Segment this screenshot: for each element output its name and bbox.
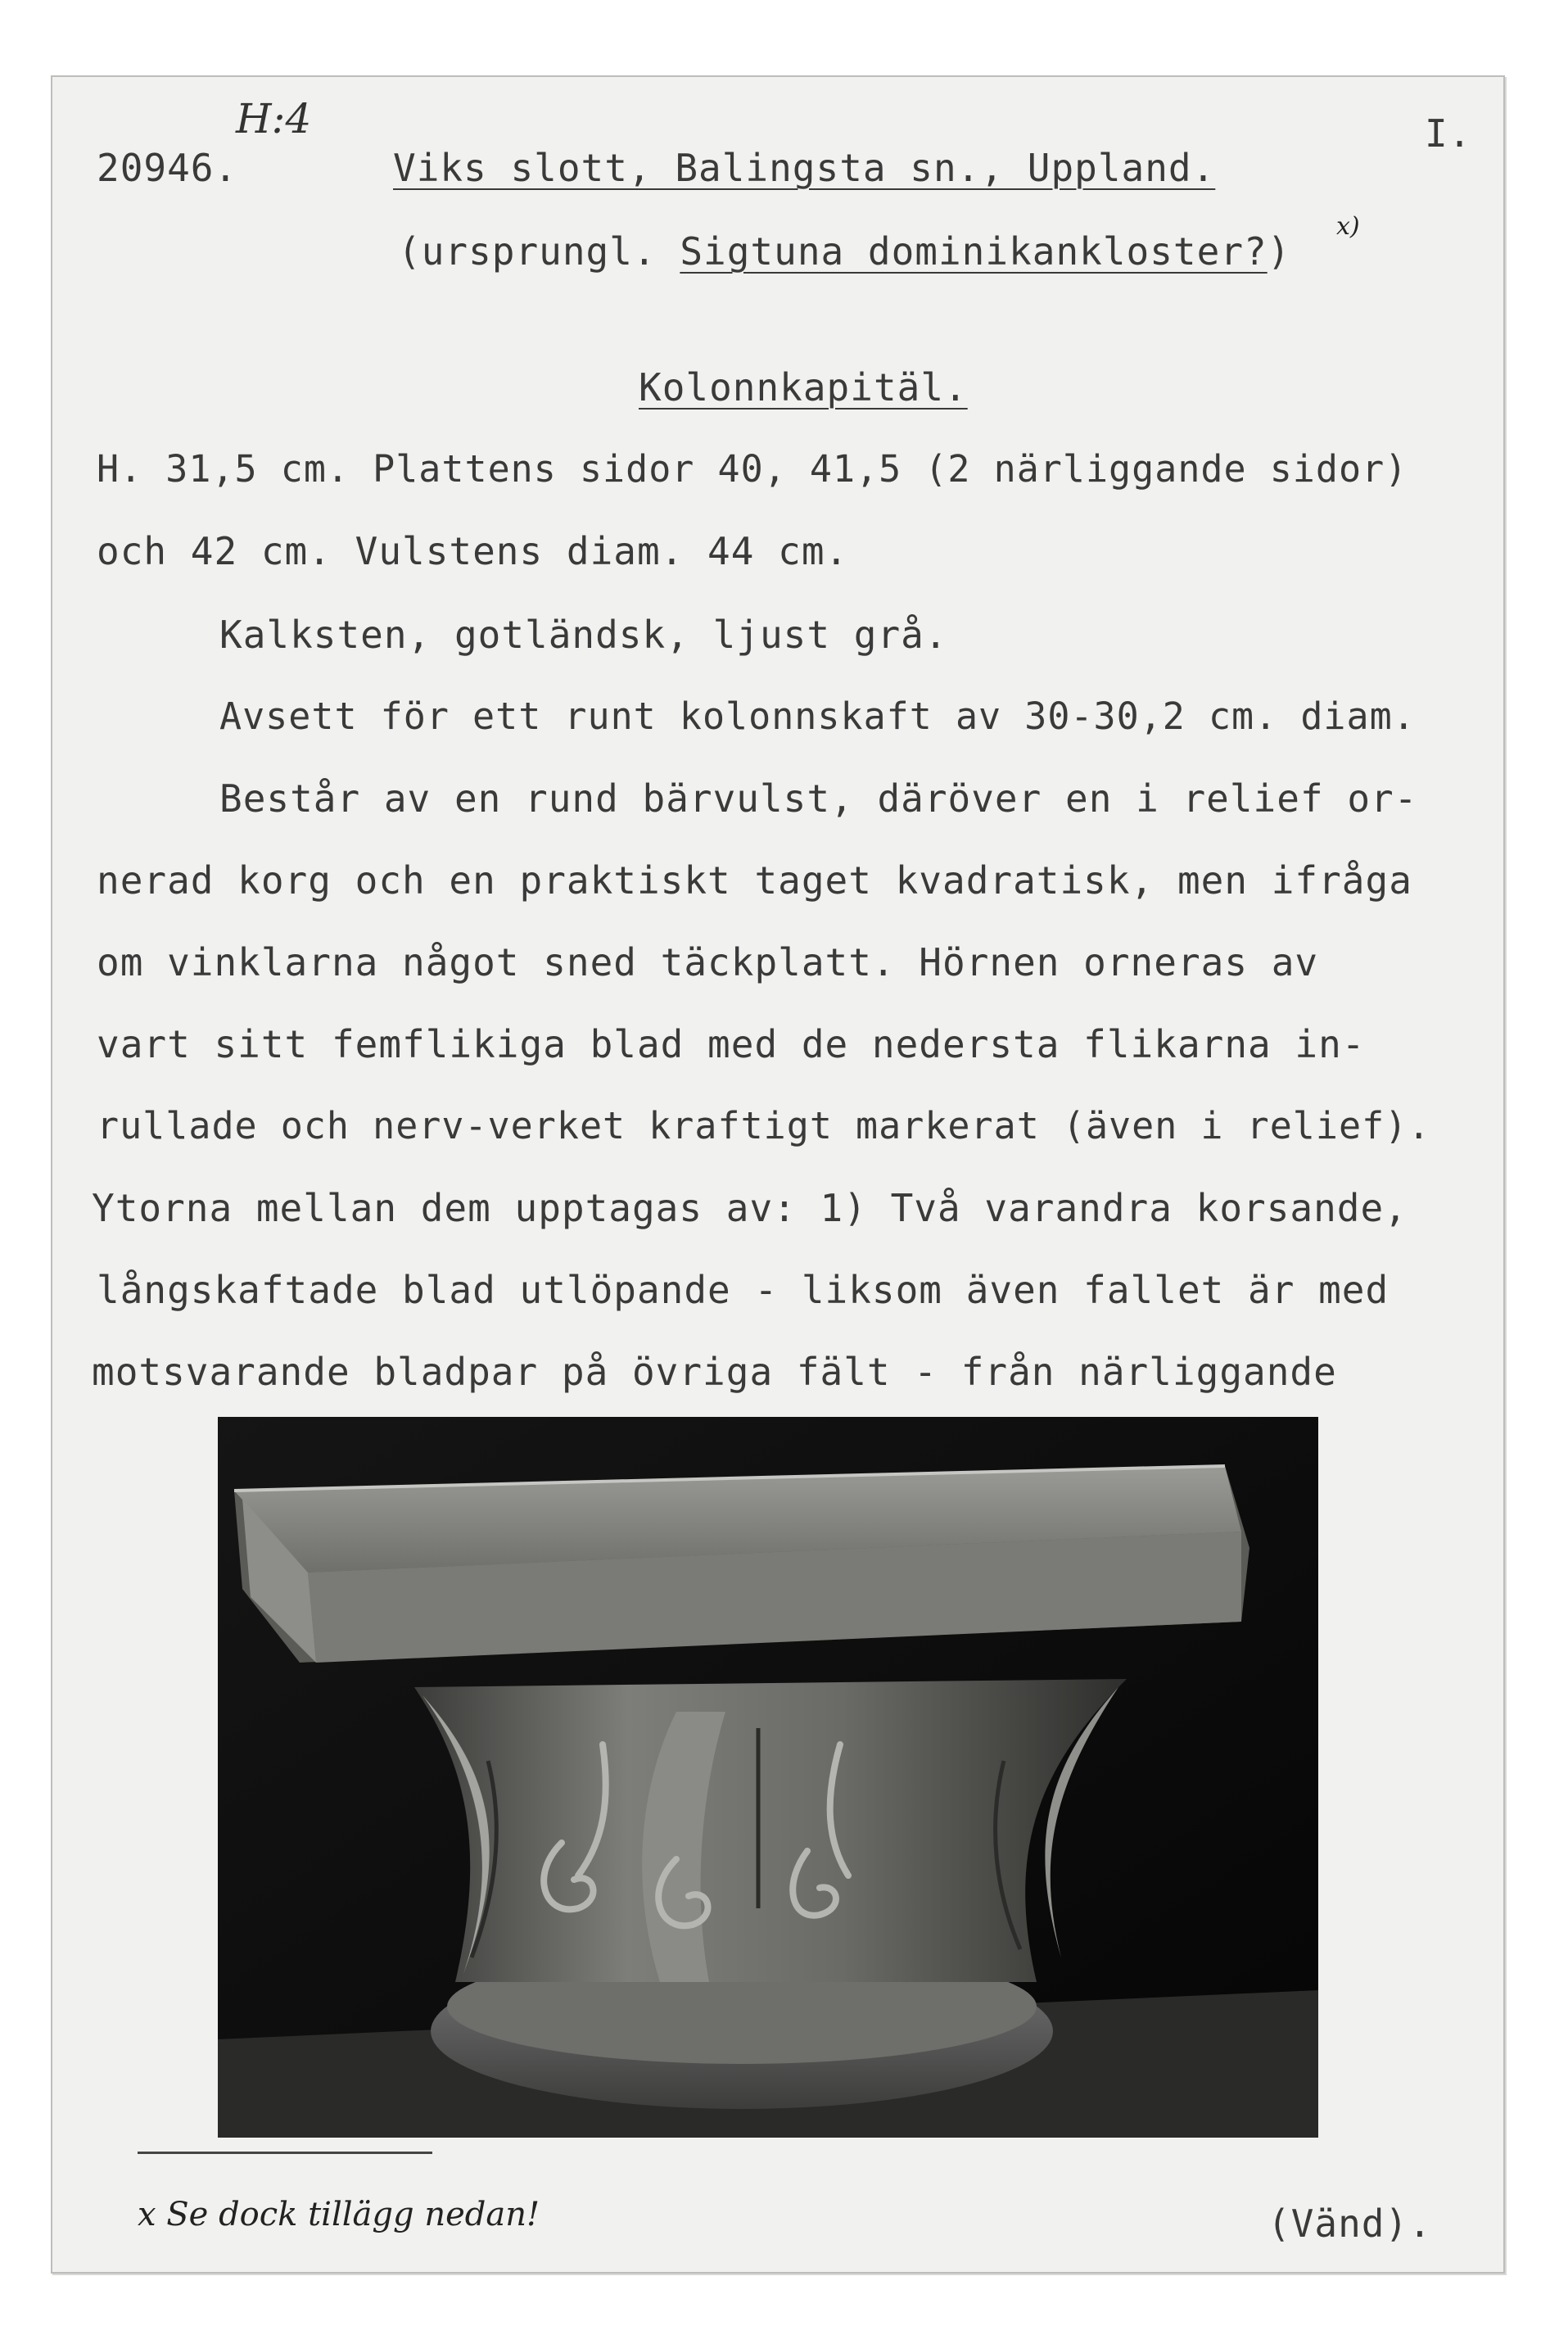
footnote-rule [138,2152,432,2154]
capital-photograph [218,1417,1318,2138]
body-line: nerad korg och en praktiskt taget kvadratisk, men ifråga [97,858,1412,903]
turn-over-note: (Vänd). [1268,2202,1432,2246]
subtitle-line [398,229,1291,274]
body-line: Avsett för ett runt kolonnskaft av 30-30,2 cm. diam. [219,695,1416,738]
body-line: Kalksten, gotländsk, ljust grå. [219,613,948,657]
page-number: I. [1425,111,1472,156]
handwritten-reference: H:4 [236,95,312,143]
subtitle-suffix: ) [1267,229,1291,274]
subtitle-prefix: (ursprungl. [398,229,680,274]
body-line: rullade och nerv-verket kraftigt markerat (även i relief). [97,1104,1431,1147]
catalog-number: 20946. [97,146,238,190]
body-line: motsvarande bladpar på övriga fält - från närliggande [92,1350,1337,1394]
heading: Kolonnkapitäl. [639,365,968,410]
body-line: H. 31,5 cm. Plattens sidor 40, 41,5 (2 närliggande sidor) [97,447,1408,491]
body-line: Ytorna mellan dem upptagas av: 1) Två varandra korsande, [92,1186,1408,1230]
body-line: om vinklarna något sned täckplatt. Hörnen orneras av [97,940,1319,984]
body-line: Består av en rund bärvulst, däröver en i relief or- [219,776,1418,821]
footnote-handwritten: x Se dock tillägg nedan! [138,2196,540,2233]
body-line: långskaftade blad utlöpande - liksom även fallet är med [97,1268,1390,1312]
body-line: vart sitt femflikiga blad med de nedersta flikarna in- [97,1022,1366,1066]
subtitle-mark: x) [1336,212,1360,241]
body-line: och 42 cm. Vulstens diam. 44 cm. [97,529,849,573]
capital-illustration [218,1417,1318,2138]
subtitle-underlined: Sigtuna dominikankloster? [680,229,1268,274]
title-line: Viks slott, Balingsta sn., Uppland. [393,146,1216,190]
